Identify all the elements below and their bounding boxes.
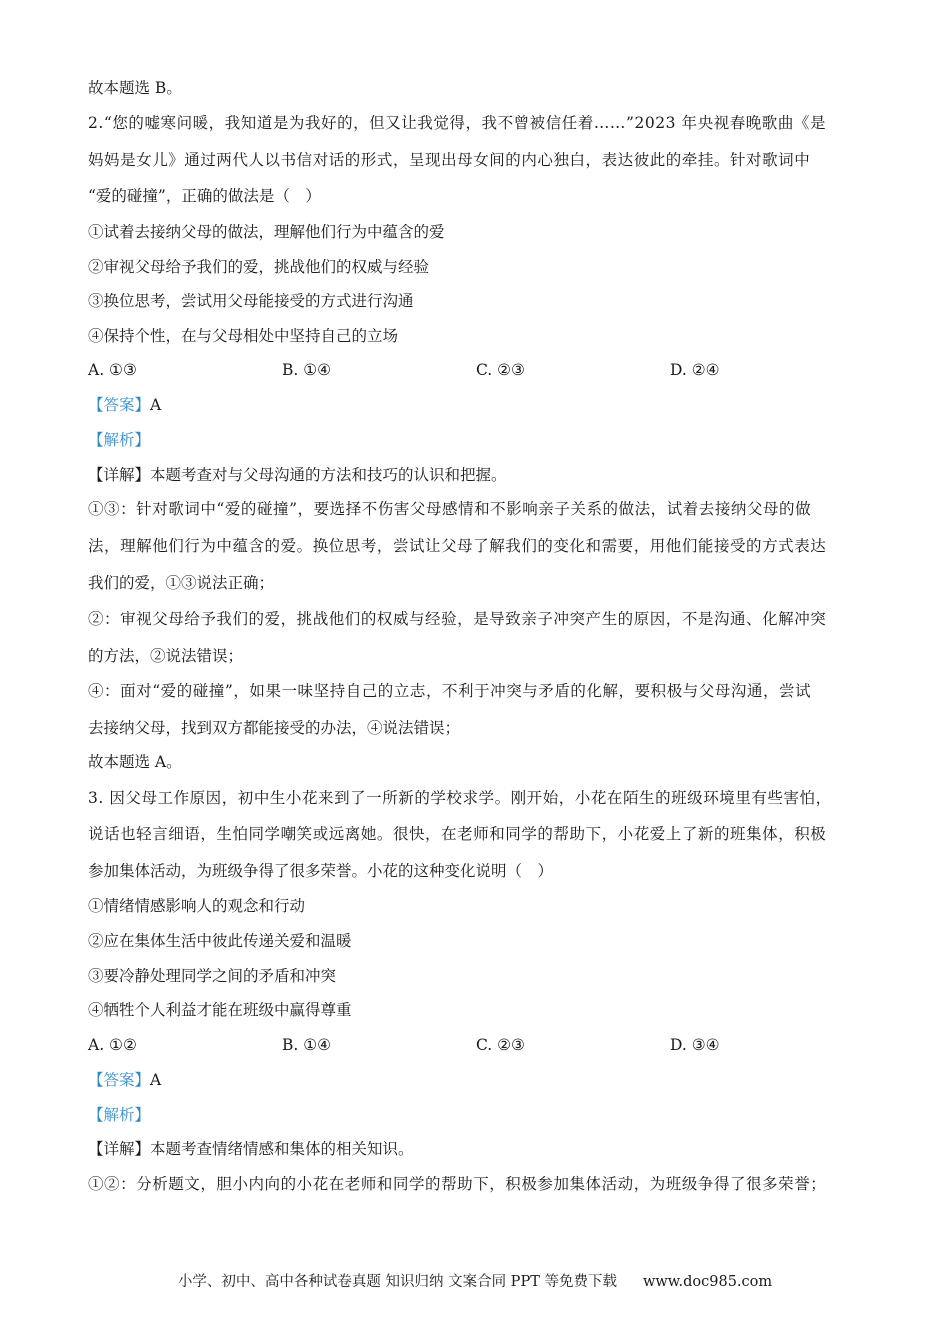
detail-label: 【详解】 [88,466,151,484]
footer-link[interactable]: www.doc985.com [642,1274,773,1290]
q2-statement-1: ①试着去接纳父母的做法，理解他们行为中蕴含的爱 [88,223,445,241]
q2-detail [88,465,507,485]
q3-statement-4: ④牺牲个人利益才能在班级中赢得尊重 [88,1001,352,1019]
q2-analysis-heading [88,430,150,450]
q3-answer [88,1070,161,1090]
q2-explanation-line-1: ①③：针对歌词中“爱的碰撞”，要选择不伤害父母感情和不影响亲子关系的做法，试着去接纳父母的做 [88,500,812,518]
q2-conclusion: 故本题选 A。 [88,753,182,771]
q2-explanation-line-4: ②：审视父母给予我们的爱，挑战他们的权威与经验，是导致亲子冲突产生的原因，不是沟通、化解冲突 [88,610,827,628]
q2-option-d: D. ②④ [670,361,720,379]
q3-stem-line-2: 说话也轻言细语，生怕同学嘲笑或远离她。很快，在老师和同学的帮助下，小花爱上了新的班集体，积极 [88,825,827,843]
q3-detail [88,1139,414,1159]
q3-option-b: B. ①④ [282,1036,332,1054]
analysis-label: 【解析】 [88,431,151,449]
q2-statement-3: ③换位思考，尝试用父母能接受的方式进行沟通 [88,292,414,310]
previous-question-conclusion: 故本题选 B。 [88,79,182,97]
q2-explanation-line-7: 去接纳父母，找到双方都能接受的办法，④说法错误； [88,719,461,737]
q3-option-a: A. ①② [88,1036,137,1054]
detail-text: 本题考查对与父母沟通的方法和技巧的认识和把握。 [150,466,507,484]
q2-statement-2: ②审视父母给予我们的爱，挑战他们的权威与经验 [88,258,430,276]
q3-statement-3: ③要冷静处理同学之间的矛盾和冲突 [88,967,337,985]
answer-value: A [150,1071,162,1089]
q2-stem-line-3: “爱的碰撞”，正确的做法是（ ） [88,187,321,205]
q2-option-a: A. ①③ [88,361,137,379]
q3-analysis-heading [88,1105,150,1125]
q3-stem-line-1: 3. 因父母工作原因，初中生小花来到了一所新的学校求学。刚开始，小花在陌生的班级环境里有些害怕， [88,789,832,807]
page-footer [0,1270,950,1291]
q2-stem-line-1: 2.“您的嘘寒问暖，我知道是为我好的，但又让我觉得，我不曾被信任着……”2023 年央视春晚歌曲《是 [88,114,827,132]
q2-explanation-line-6: ④：面对“爱的碰撞”，如果一味坚持自己的立志，不利于冲突与矛盾的化解，要积极与父母沟通，尝试 [88,682,812,700]
detail-text: 本题考查情绪情感和集体的相关知识。 [150,1140,414,1158]
q3-statement-2: ②应在集体生活中彼此传递关爱和温暖 [88,932,352,950]
q2-stem-line-2: 妈妈是女儿》通过两代人以书信对话的形式，呈现出母女间的内心独白，表达彼此的牵挂。针对歌词中 [88,151,811,169]
q3-statement-1: ①情绪情感影响人的观念和行动 [88,897,306,915]
q3-explanation-line-1: ①②：分析题文，胆小内向的小花在老师和同学的帮助下，积极参加集体活动，为班级争得了很多荣誉； [88,1175,827,1193]
q2-option-c: C. ②③ [476,361,525,379]
footer-text: 小学、初中、高中各种试卷真题 知识归纳 文案合同 PPT 等免费下载 [177,1274,617,1290]
q2-option-b: B. ①④ [282,361,332,379]
q2-statement-4: ④保持个性，在与父母相处中坚持自己的立场 [88,327,399,345]
q2-explanation-line-3: 我们的爱，①③说法正确； [88,574,275,592]
detail-label: 【详解】 [88,1140,151,1158]
q3-option-c: C. ②③ [476,1036,525,1054]
answer-label: 【答案】 [88,1071,151,1089]
q2-answer [88,395,161,415]
q3-option-d: D. ③④ [670,1036,720,1054]
q2-explanation-line-5: 的方法，②说法错误； [88,647,244,665]
q3-stem-line-3: 参加集体活动，为班级争得了很多荣誉。小花的这种变化说明（ ） [88,862,554,880]
answer-label: 【答案】 [88,396,151,414]
q2-explanation-line-2: 法，理解他们行为中蕴含的爱。换位思考，尝试让父母了解我们的变化和需要，用他们能接受的方式表达 [88,537,827,555]
analysis-label: 【解析】 [88,1106,151,1124]
answer-value: A [150,396,162,414]
